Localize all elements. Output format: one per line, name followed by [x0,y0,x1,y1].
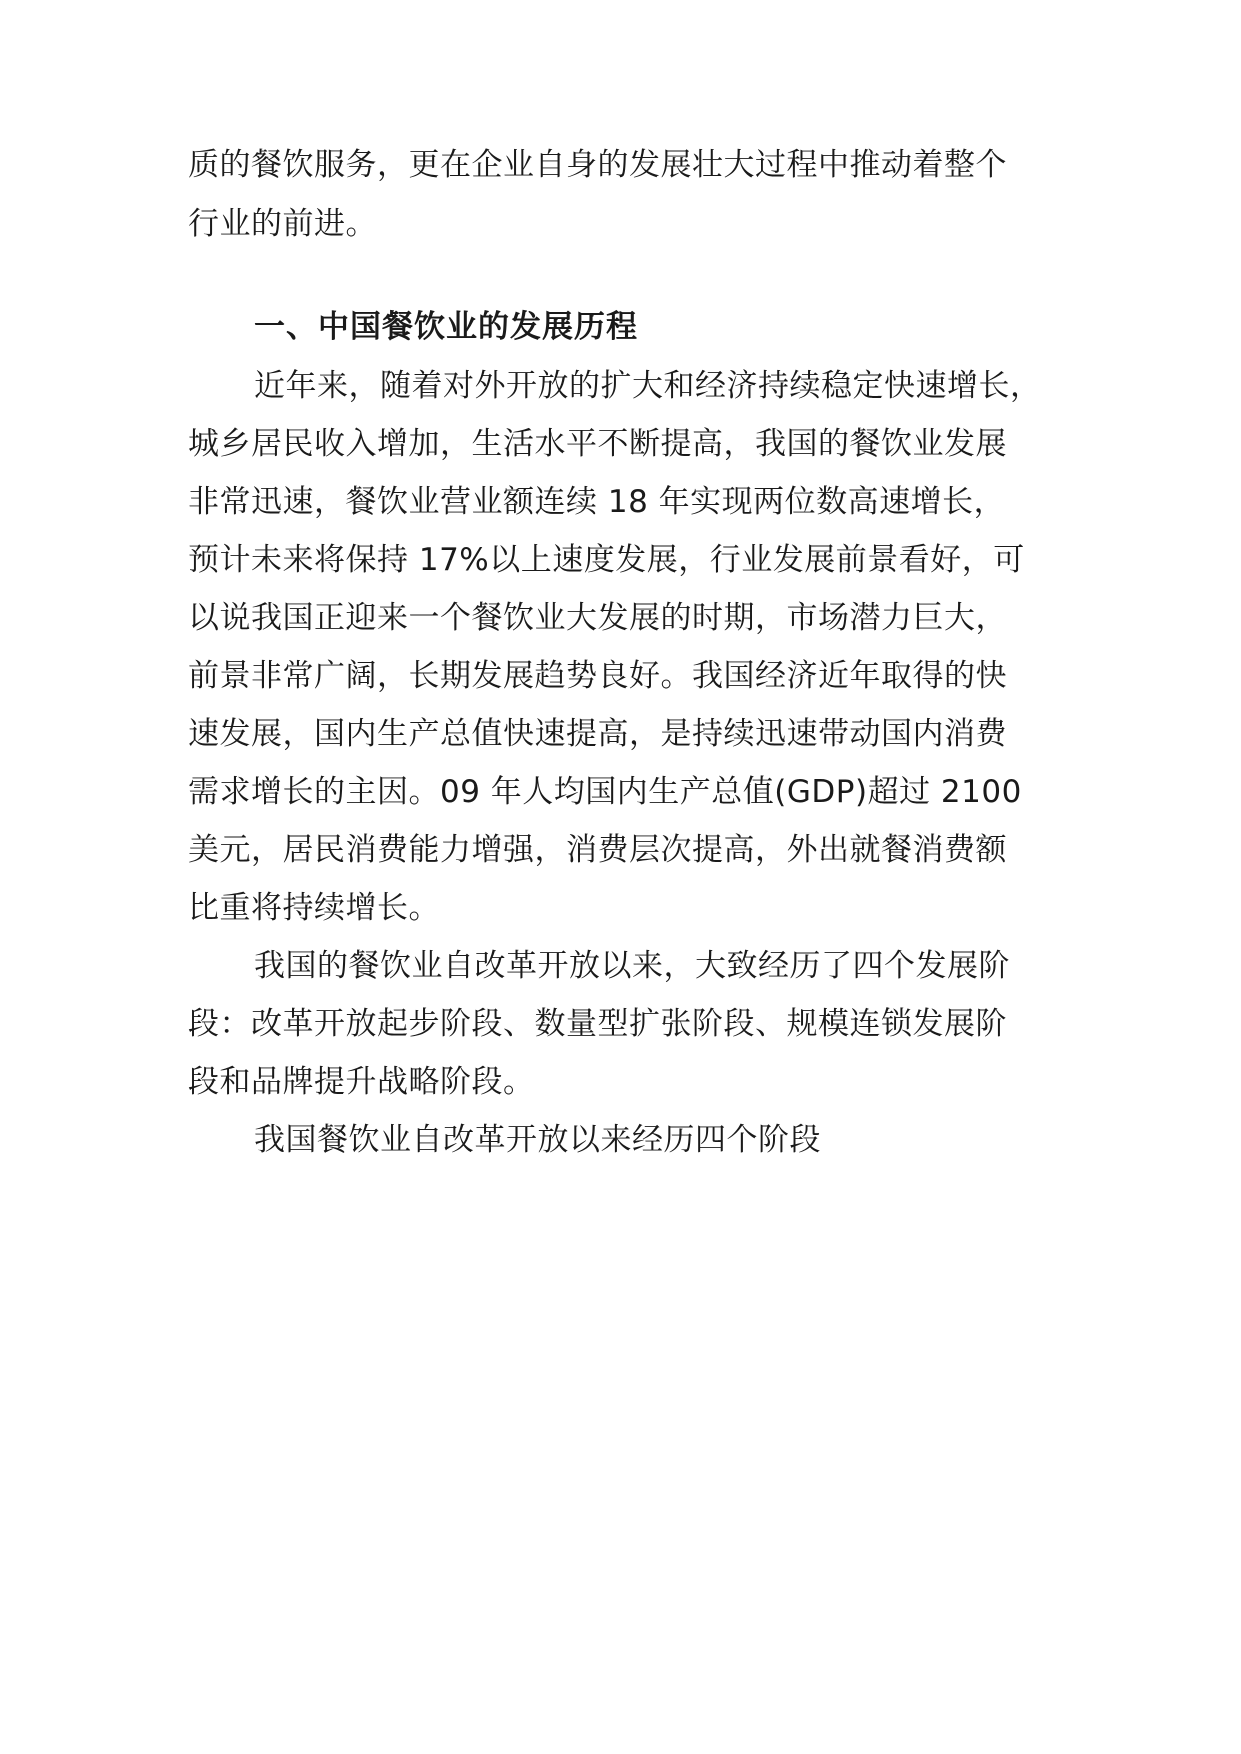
text-line: 比重将持续增长。 [188,890,440,926]
text-line: 近年来，随着对外开放的扩大和经济持续稳定快速增长， [254,368,1042,404]
text-line: 非常迅速，餐饮业营业额连续 18 年实现两位数高速增长， [188,484,1006,520]
text-line: 段和品牌提升战略阶段。 [188,1064,535,1100]
text-line: 速发展，国内生产总值快速提高，是持续迅速带动国内消费 [188,716,1007,752]
text-line: 需求增长的主因。09 年人均国内生产总值(GDP)超过 2100 [188,774,1022,810]
text-line: 以说我国正迎来一个餐饮业大发展的时期，市场潜力巨大， [188,600,1007,636]
text-line: 预计未来将保持 17%以上速度发展，行业发展前景看好，可 [188,542,1025,578]
text-line: 段：改革开放起步阶段、数量型扩张阶段、规模连锁发展阶 [188,1006,1007,1042]
text-line: 城乡居民收入增加，生活水平不断提高，我国的餐饮业发展 [188,426,1007,462]
text-line: 我国餐饮业自改革开放以来经历四个阶段 [254,1122,821,1158]
text-line: 我国的餐饮业自改革开放以来，大致经历了四个发展阶 [254,948,1010,984]
text-line: 质的餐饮服务，更在企业自身的发展壮大过程中推动着整个 [188,147,1007,183]
section-heading: 一、中国餐饮业的发展历程 [254,309,638,345]
text-line: 美元，居民消费能力增强，消费层次提高，外出就餐消费额 [188,832,1007,868]
text-line: 行业的前进。 [188,206,377,242]
text-line: 前景非常广阔，长期发展趋势良好。我国经济近年取得的快 [188,658,1007,694]
